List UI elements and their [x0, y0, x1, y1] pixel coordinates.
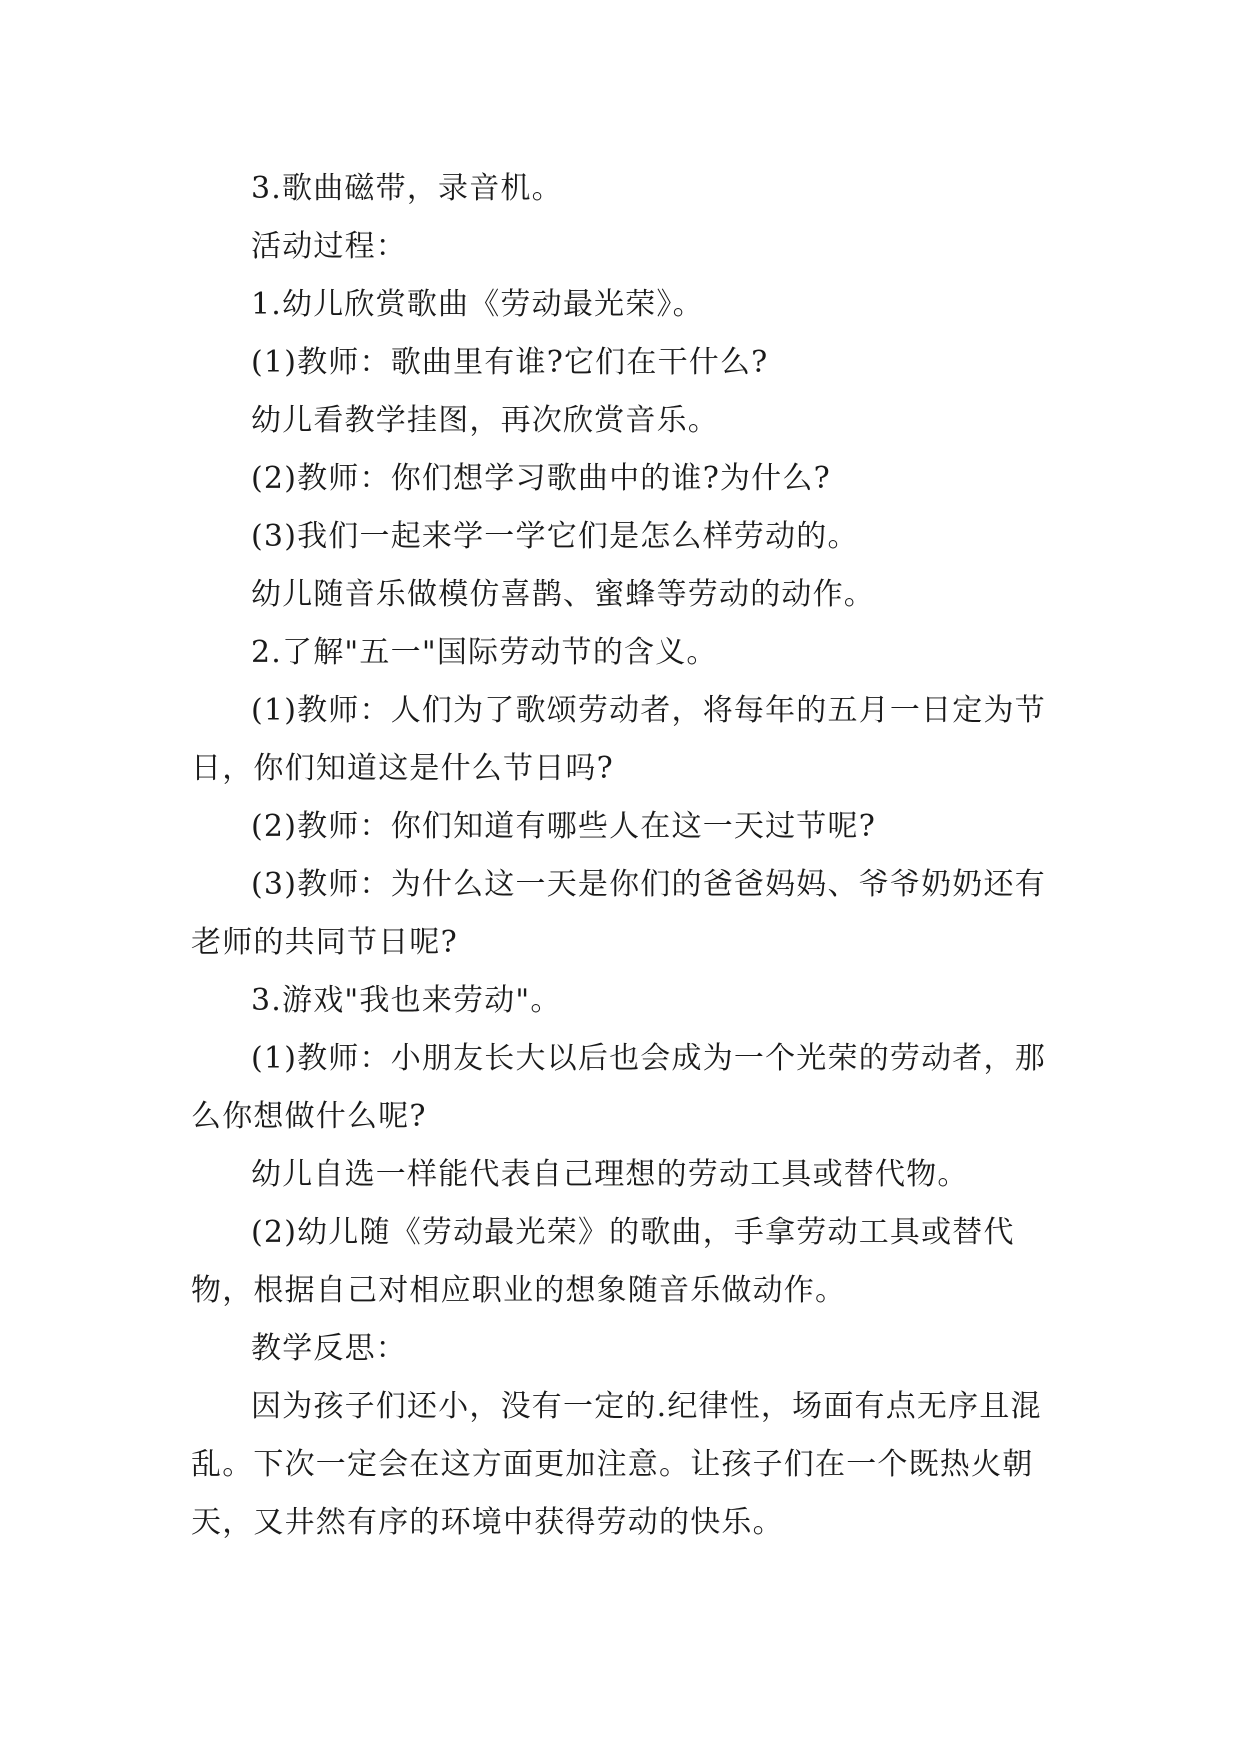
- paragraph-step-1: 1.幼儿欣赏歌曲《劳动最光荣》。: [251, 287, 704, 322]
- paragraph-step-2-2: (2)教师：你们知道有哪些人在这一天过节呢?: [251, 809, 876, 844]
- heading-activity-process: 活动过程：: [251, 229, 407, 264]
- paragraph-step-3: 3.游戏"我也来劳动"。: [251, 983, 562, 1018]
- heading-teaching-reflection: 教学反思：: [251, 1331, 407, 1366]
- document-body: [191, 160, 1061, 1552]
- paragraph-reflection: 因为孩子们还小，没有一定的.纪律性，场面有点无序且混乱。下次一定会在这方面更加注意。让孩子们在一个既热火朝天，又井然有序的环境中获得劳动的快乐。: [191, 1389, 1042, 1540]
- paragraph-step-1-note: 幼儿看教学挂图，再次欣赏音乐。: [251, 403, 719, 438]
- paragraph-step-2-1: (1)教师：人们为了歌颂劳动者，将每年的五月一日定为节日，你们知道这是什么节日吗?: [191, 693, 1046, 786]
- paragraph-step-2-3: (3)教师：为什么这一天是你们的爸爸妈妈、爷爷奶奶还有老师的共同节日呢?: [191, 867, 1046, 960]
- paragraph-materials-3: 3.歌曲磁带，录音机。: [251, 171, 563, 206]
- paragraph-step-3-select: 幼儿自选一样能代表自己理想的劳动工具或替代物。: [251, 1157, 969, 1192]
- paragraph-step-1-imitate: 幼儿随音乐做模仿喜鹊、蜜蜂等劳动的动作。: [251, 577, 875, 612]
- paragraph-step-1-1: (1)教师：歌曲里有谁?它们在干什么?: [251, 345, 769, 380]
- paragraph-step-3-2: (2)幼儿随《劳动最光荣》的歌曲，手拿劳动工具或替代物，根据自己对相应职业的想象随音乐做动作。: [191, 1215, 1015, 1308]
- paragraph-step-3-1: (1)教师：小朋友长大以后也会成为一个光荣的劳动者，那么你想做什么呢?: [191, 1041, 1046, 1134]
- paragraph-step-2: 2.了解"五一"国际劳动节的含义。: [251, 635, 718, 670]
- paragraph-step-1-3: (3)我们一起来学一学它们是怎么样劳动的。: [251, 519, 859, 554]
- paragraph-step-1-2: (2)教师：你们想学习歌曲中的谁?为什么?: [251, 461, 831, 496]
